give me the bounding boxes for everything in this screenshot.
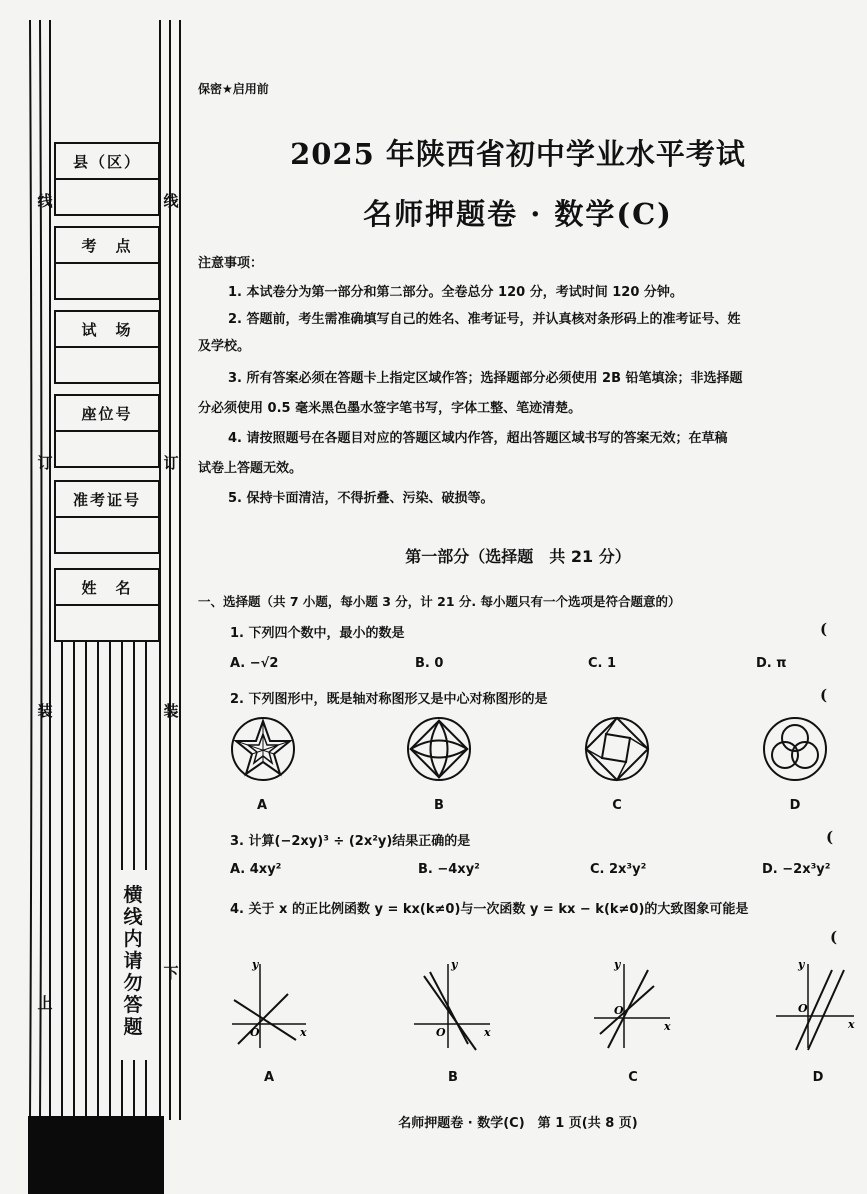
field-name-input[interactable] (56, 606, 158, 640)
notice-4 (198, 425, 840, 452)
field-label: 准考证号 (56, 482, 158, 518)
notice-text: 4. 请按照题号在各题目对应的答题区域内作答，超出答题区域书写的答案无效；在草稿 (228, 431, 728, 446)
q2-label-c: C (612, 798, 622, 813)
side-char: 装 (37, 702, 53, 720)
notice-5 (198, 485, 840, 512)
side-char: 下 (163, 964, 179, 982)
no-answer-warning: 横线内请勿答题 (120, 880, 146, 1042)
notice-heading: 注意事项： (198, 256, 264, 271)
field-ticket-number-input[interactable] (56, 518, 158, 552)
axis-y-label: y (252, 958, 259, 971)
field-label: 考 点 (56, 228, 158, 264)
figure-square-circle (584, 716, 650, 782)
q4-label-a: A (263, 1070, 275, 1085)
notice-text: 3. 所有答案必须在答题卡上指定区域作答；选择题部分必须使用 2B 铅笔填涂；非选择题 (228, 371, 743, 386)
black-bar (28, 1116, 164, 1194)
figure-trefoil-circle (762, 716, 828, 782)
axis-y-label: y (614, 958, 621, 971)
axis-y-label: y (451, 958, 458, 971)
answer-paren: ( (820, 686, 828, 704)
notice-1 (198, 279, 840, 306)
q2-label-a: A (256, 798, 268, 813)
figure-star-circle (230, 716, 296, 782)
figure-petal-circle (406, 716, 472, 782)
exam-subtitle: 名师押题卷 · 数学(C) (363, 197, 673, 231)
question-3-stem: 3. 计算(−2xy)³ ÷ (2x²y)结果正确的是 (230, 834, 471, 849)
origin-label: O (436, 1026, 446, 1039)
notice-2b (198, 333, 840, 360)
origin-label: O (798, 1002, 808, 1015)
q1-option-b: B. 0 (415, 656, 444, 671)
side-char: 订 (37, 454, 53, 472)
q3-option-b: B. −4xy² (418, 862, 480, 877)
q2-label-d: D (789, 798, 801, 813)
graph-d (774, 956, 860, 1052)
field-seat-input[interactable] (56, 432, 158, 466)
origin-label: O (250, 1026, 260, 1039)
answer-paren: ( (820, 620, 828, 638)
field-ticket-number (54, 480, 160, 554)
notice-text: 5. 保持卡面清洁，不得折叠、污染、破损等。 (228, 491, 494, 506)
q1-option-a: A. −√2 (230, 656, 279, 671)
q3-option-c: C. 2x³y² (590, 862, 647, 877)
axis-x-label: x (484, 1026, 491, 1039)
q2-label-b: B (434, 798, 444, 813)
field-exam-site-input[interactable] (56, 264, 158, 298)
field-exam-room (54, 310, 160, 384)
page-footer: 名师押题卷 · 数学(C) 第 1 页(共 8 页) (398, 1116, 638, 1131)
section-heading: 一、选择题（共 7 小题，每小题 3 分，计 21 分. 每小题只有一个选项是符合题意的） (198, 594, 681, 609)
q4-label-d: D (812, 1070, 824, 1085)
field-label: 试 场 (56, 312, 158, 348)
notice-text: 分必须使用 0.5 毫米黑色墨水签字笔书写，字体工整、笔迹清楚。 (198, 401, 582, 416)
notice-3b (198, 395, 840, 422)
axis-y-label: y (798, 958, 805, 971)
graph-a (226, 956, 312, 1052)
side-char: 上 (37, 994, 53, 1012)
field-seat (54, 394, 160, 468)
notice-text: 试卷上答题无效。 (198, 461, 303, 476)
field-label: 姓 名 (56, 570, 158, 606)
notice-4b (198, 455, 840, 482)
answer-paren: ( (830, 928, 838, 946)
field-county-input[interactable] (56, 180, 158, 214)
axis-x-label: x (300, 1026, 307, 1039)
field-label: 座位号 (56, 396, 158, 432)
q4-label-c: C (628, 1070, 638, 1085)
q4-label-b: B (448, 1070, 458, 1085)
field-exam-room-input[interactable] (56, 348, 158, 382)
side-char: 线 (163, 192, 179, 210)
q1-option-c: C. 1 (588, 656, 617, 671)
field-label: 县（区） (56, 144, 158, 180)
graph-c (590, 956, 676, 1052)
question-4-stem: 4. 关于 x 的正比例函数 y = kx(k≠0)与一次函数 y = kx − k(k≠0)的大致图象可能是 (230, 902, 749, 917)
q3-option-d: D. −2x³y² (762, 862, 831, 877)
axis-x-label: x (848, 1018, 855, 1031)
side-char: 线 (37, 192, 53, 210)
field-name (54, 568, 160, 642)
exam-title: 2025 年陕西省初中学业水平考试 (290, 137, 746, 171)
answer-paren: ( (826, 828, 834, 846)
part-one-heading: 第一部分（选择题 共 21 分） (405, 547, 631, 566)
graph-b (410, 956, 496, 1052)
notice-text: 2. 答题前，考生需准确填写自己的姓名、准考证号，并认真核对条形码上的准考证号、姓 (228, 312, 741, 327)
origin-label: O (614, 1004, 624, 1017)
notice-text: 及学校。 (198, 339, 251, 354)
axis-x-label: x (664, 1020, 671, 1033)
field-exam-site (54, 226, 160, 300)
confidential-mark: 保密★启用前 (198, 82, 269, 96)
question-1-stem: 1. 下列四个数中，最小的数是 (230, 626, 405, 641)
field-county (54, 142, 160, 216)
side-char: 订 (163, 454, 179, 472)
notice-3 (198, 365, 840, 392)
q3-option-a: A. 4xy² (230, 862, 282, 877)
side-char: 装 (163, 702, 179, 720)
question-2-stem: 2. 下列图形中，既是轴对称图形又是中心对称图形的是 (230, 692, 548, 707)
notice-text: 1. 本试卷分为第一部分和第二部分。全卷总分 120 分，考试时间 120 分钟。 (228, 285, 683, 300)
notice-2 (198, 306, 840, 333)
q1-option-d: D. π (756, 656, 787, 671)
